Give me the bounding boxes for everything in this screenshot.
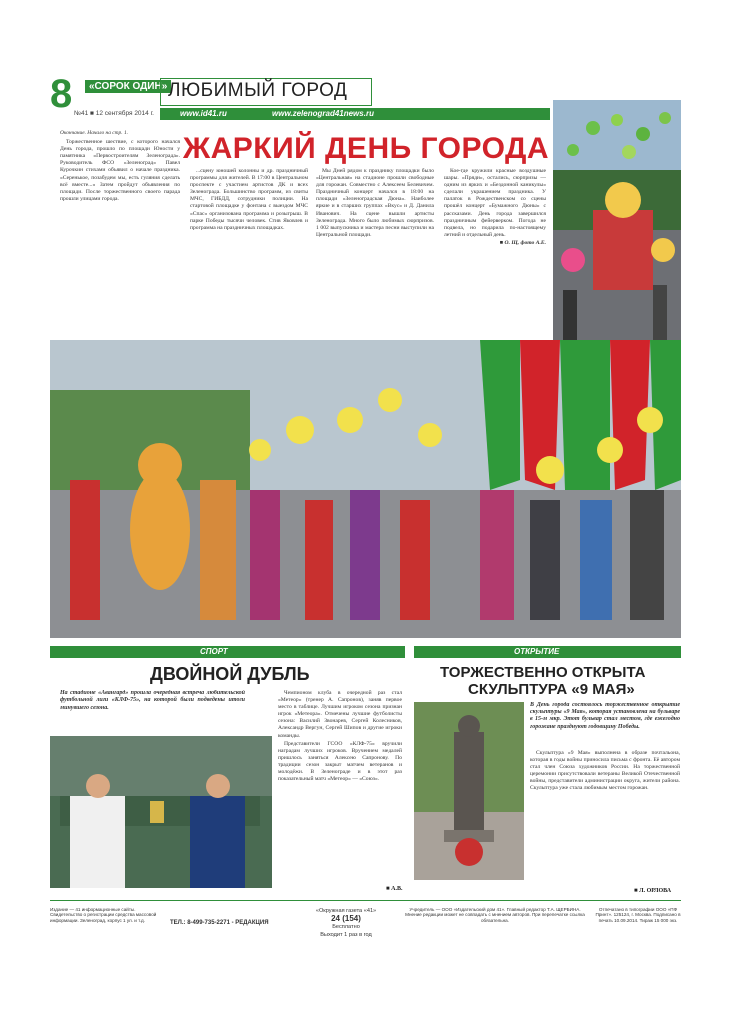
lead-col4-text: Кое-где кружили красные воздушные шары. «Пряди», остались, сюрпризы — одним из ярких и «Бездонной каникулы» сделали украшением праздника. У палаток в Рождественском со сцены прошёл концерт «Бумажного Дюны» с рассказами. День города завершился праздничным фейерверком. Погода не подвела, но подарила по-настоящему летний и отдельный день. — [444, 168, 546, 238]
opening-tag: ОТКРЫТИЕ — [514, 647, 560, 656]
issue-date: №41 ■ 12 сентября 2014 г. — [74, 110, 154, 117]
footer — [50, 900, 681, 963]
opening-title-1: ТОРЖЕСТВЕННО ОТКРЫТА — [440, 664, 646, 681]
opening-lead: В День города состоялось торжественное открытие скульптуры «9 Мая», которая установлена на бульваре в 15-м мкр. Этот бульвар стал местом, где ежегодно горожане празднуют годовщину Победы. — [530, 702, 680, 730]
footer-schedule: Выходит 1 раз в год — [320, 932, 372, 938]
section-title: ЛЮБИМЫЙ ГОРОД — [168, 80, 348, 101]
site-bar — [160, 108, 550, 120]
sport-col1-text: Чемпионом клуба в очередной раз стал «Метеор» (тренер А. Сапронов), заняв первое место в таблице. Лучшим игроком сезона признан игрок «Метеора». Отмечены лучшие футболисты сезона: Василий Звонарев, Сергей Колесников, Александр Вергун, Сергей Шипов и другие игроки команды. — [278, 690, 402, 739]
sport-column-1 — [278, 690, 402, 890]
footer-founder: Учредитель — ООО «Издательский дом 41». Главный редактор Т.А. ЩЕРБИНА. Мнение редакции может не совпадать с мнением авторов. При перепечатке ссылка обязательна. — [405, 907, 585, 923]
footer-paper-name: «Окружная газета «41» — [315, 908, 377, 914]
sport-title: ДВОЙНОЙ ДУБЛЬ — [150, 664, 310, 684]
footer-price: Бесплатно — [332, 924, 360, 930]
sport-lead: На стадионе «Авангард» прошла очередная встреча любительской футбольной лиги «КЛФ-75», на которой были подведены итоги минувшего сезона. — [60, 690, 245, 711]
lead-column-4 — [444, 168, 546, 343]
continued-note: Окончание. Начало на стр. 1. — [60, 130, 128, 136]
lead-col2-text: ...сцену юношей колонны и др. праздничный программы для жителей. В 17:00 в Центральном проспекте с участием артистов ДК и всех Зеленограда. Большинство программ, из свиты МЧС, ГИБДД, сотрудники полиции. На стартовой площадке у фонтана с выездом МЧС «Спас» организована программа и розыгрыш. В парке Победы тысячи человек. Стив Яковлев и программа на праздничных площадках. — [190, 168, 308, 231]
sport-col2-text: Представители ГСОО «КЛФ-75» вручили наградам лучших игроков. Вручением медалей пришлось заняться Алексею Сапронову. По традиции сезон закрыт матчем ветеранов и молодёжи. В Зеленограде и в этот раз показательный матч «Метеор» — «Союз». — [278, 740, 402, 783]
opening-body — [530, 750, 680, 884]
footer-issue-number: 24 (154) — [331, 914, 361, 923]
footer-phone: ТЕЛ.: 8-499-735-2271 - РЕДАКЦИЯ — [170, 920, 269, 926]
opening-body-text: Скульптура «9 Мая» выполнена в образе почтальона, которая в годы войны приносила письма с фронта. Её автором стал член Союза художников России. На торжественной церемонии присутствовали ветераны Великой Отечественной войны, представители администрации округа, жители района. Скульптура уже стала любимым местом горожан. — [530, 750, 680, 792]
lead-headline: ЖАРКИЙ ДЕНЬ ГОРОДА — [183, 132, 550, 165]
footer-printer: Отпечатано в типографии ООО «ПФ Принт». 125124, г. Москва. Подписано в печать 10.09.2014. Тираж 15 000 экз. — [595, 907, 681, 923]
opening-title-2: СКУЛЬПТУРА «9 МАЯ» — [468, 681, 635, 698]
page-number: 8 — [50, 72, 73, 116]
brand-label: «СОРОК ОДИН» — [85, 80, 171, 93]
site-link-2[interactable]: www.zelenograd41news.ru — [272, 109, 374, 118]
lead-photo-credit: ■ О. Щ, фото А.Е. — [499, 239, 546, 246]
footer-issue-box — [298, 907, 394, 939]
lead-column-1 — [60, 130, 180, 330]
sport-bar — [50, 646, 405, 658]
sport-photo — [50, 736, 272, 888]
lead-col3-text: Мы Дней рядом к празднику площадки было «Центральная» на стадионе прошли свободные для горожан. Совместно с Алексеем Белевичем. Праздничный концерт начался в 18:00 на площади «Зеленоградская Дюна». Наиболее яркие и в старших группах «Вкус» и Д. Данила Иванович. На сцене вышли артисты Зеленограда. Много было любимых сюрпризов. 1 002 выпускника и мастера песни выступили на Центральной площади. — [316, 168, 434, 238]
opening-bar — [414, 646, 681, 658]
site-link-1[interactable]: www.id41.ru — [180, 109, 227, 118]
lead-col1-text: Торжественное шествие, с которого начался День города, прошло по площади Юности у памятника «Первостроителям Зеленограда». Руководитель ФСО «Зеленоград» Павел Курочкин стихами объявил о начале праздника. «Серенькое, позабудем мы, есть гуляния сделать всё вместе...» Затем пройдут объявления по площади. После торжественного своего парада прошли улицами города. — [60, 139, 180, 202]
festival-photo-top — [553, 100, 681, 348]
opening-credit: ■ Л. ОРЛОВА — [634, 888, 672, 894]
sport-credit: ■ А.В. — [386, 886, 403, 892]
sport-tag: СПОРТ — [200, 647, 228, 656]
parade-photo — [50, 340, 681, 638]
footer-publisher: Издание — 41 информационные сайты. Свидетельство о регистрации средства массовой информации. Зеленоград, корпус 1 ул. и т.д. — [50, 907, 157, 923]
lead-column-2 — [190, 168, 308, 340]
sculpture-photo — [414, 702, 524, 880]
